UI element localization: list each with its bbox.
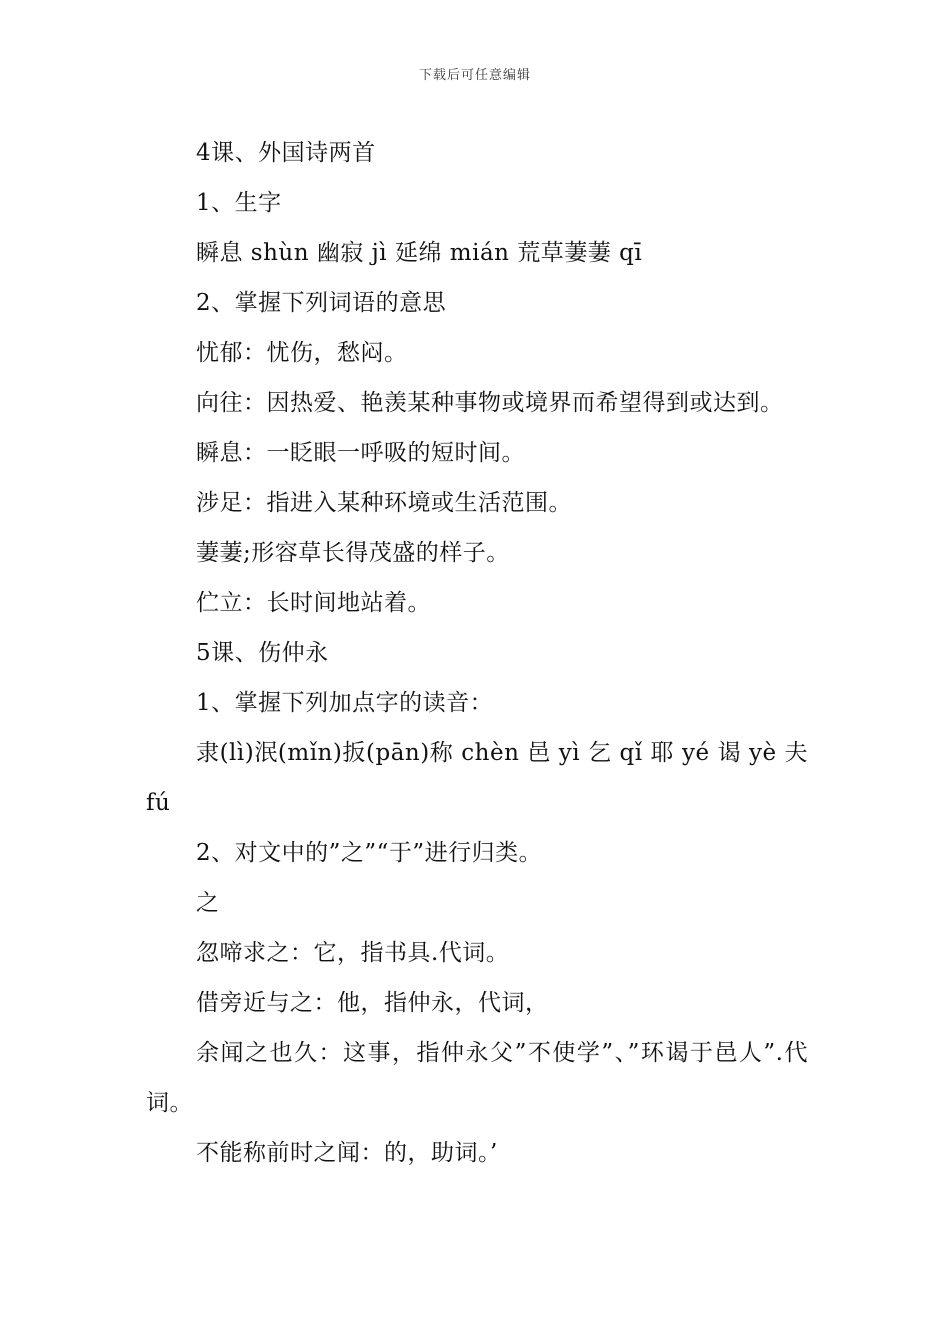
- definition-item: 伫立：长时间地站着。: [196, 590, 431, 616]
- usage-item: 忽啼求之：它，指书具.代词。: [196, 940, 510, 966]
- definition-item: 萋萋;形容草长得茂盛的样子。: [196, 540, 510, 566]
- definition-item: 忧郁：忧伤，愁闷。: [196, 340, 408, 366]
- document-body: [146, 128, 808, 1178]
- section-heading: 2、对文中的”之”“于”进行归类。: [196, 840, 543, 866]
- lesson-4-title: 4课、外国诗两首: [196, 140, 376, 166]
- subheading: 之: [196, 890, 220, 916]
- page-header: 下载后可任意编辑: [418, 68, 531, 83]
- pronunciation-line: 隶(lì)泯(mǐn)扳(pān)称 chèn 邑 yì 乞 qǐ 耶 yé 谒 yè 夫 fú: [146, 740, 808, 816]
- section-heading: 1、生字: [196, 190, 282, 216]
- vocabulary-line: 瞬息 shùn 幽寂 jì 延绵 mián 荒草萋萋 qī: [196, 240, 643, 266]
- section-heading: 2、掌握下列词语的意思: [196, 290, 447, 316]
- section-heading: 1、掌握下列加点字的读音：: [196, 690, 494, 716]
- usage-item: 不能称前时之闻：的，助词。’: [196, 1140, 498, 1166]
- definition-item: 涉足：指进入某种环境或生活范围。: [196, 490, 572, 516]
- lesson-5-title: 5课、伤仲永: [196, 640, 329, 666]
- definition-item: 瞬息：一眨眼一呼吸的短时间。: [196, 440, 525, 466]
- usage-item: 余闻之也久：这事，指仲永父”不使学”、”环谒于邑人”.代词。: [146, 1040, 808, 1116]
- usage-item: 借旁近与之：他，指仲永，代词，: [196, 990, 549, 1016]
- definition-item: 向往：因热爱、艳羡某种事物或境界而希望得到或达到。: [196, 390, 784, 416]
